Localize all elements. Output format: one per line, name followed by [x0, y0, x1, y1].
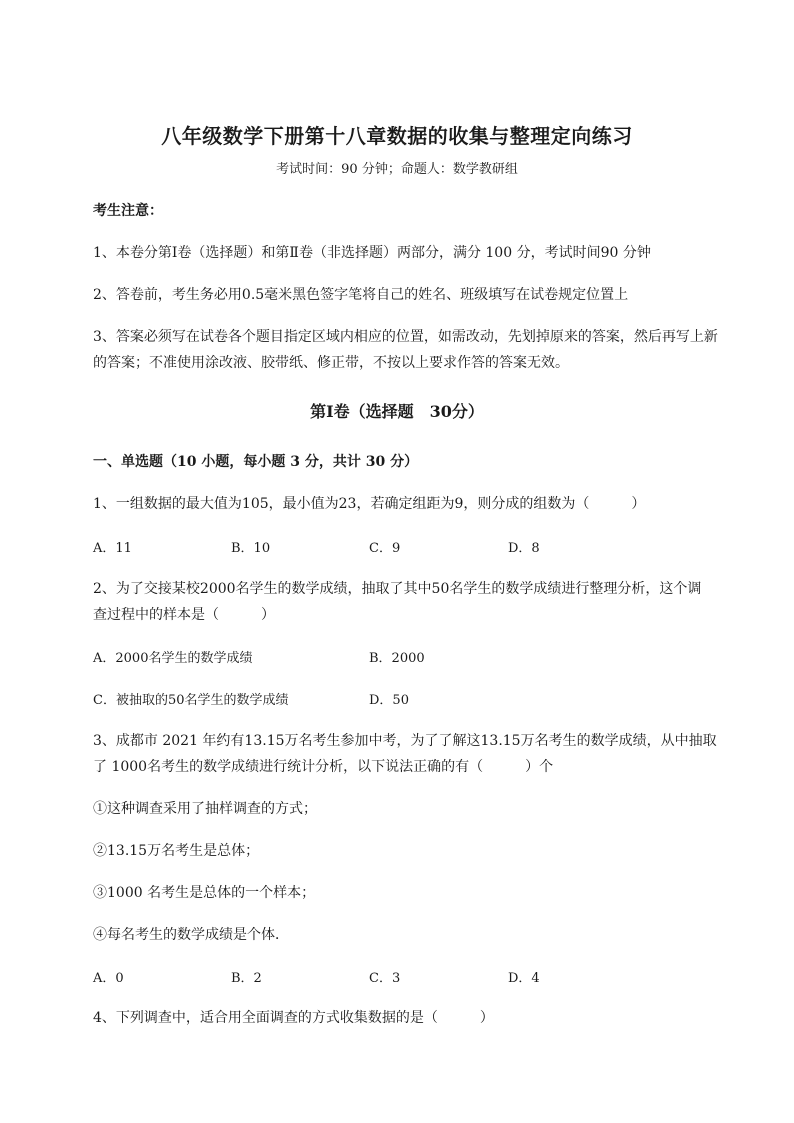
q1-option-b: B．10	[231, 541, 271, 556]
q1-option-a: A．11	[93, 541, 132, 556]
q2-option-d: D．50	[369, 693, 409, 708]
question-4-text: 4、下列调查中，适合用全面调查的方式收集数据的是（ ）	[93, 1010, 494, 1026]
note-item-3: 3、答案必须写在试卷各个题目指定区域内相应的位置，如需改动，先划掉原来的答案，然后再写上新	[93, 329, 718, 345]
q3-option-a: A．0	[93, 971, 124, 986]
question-2-text: 2、为了交接某校2000名学生的数学成绩，抽取了其中50名学生的数学成绩进行整理分析，这个调	[93, 581, 702, 597]
q3-statement-1: ①这种调查采用了抽样调查的方式；	[93, 801, 317, 817]
note-item-2: 2、答卷前，考生务必用0.5毫米黑色签字笔将自己的姓名、班级填写在试卷规定位置上	[93, 287, 629, 303]
q1-option-c: C．9	[369, 541, 401, 556]
q3-option-c: C．3	[369, 971, 401, 986]
note-item-3-cont: 的答案；不准使用涂改液、胶带纸、修正带，不按以上要求作答的答案无效。	[93, 355, 569, 371]
q2-option-c: C．被抽取的50名学生的数学成绩	[93, 693, 289, 708]
part-heading: 一、单选题（10 小题，每小题 3 分，共计 30 分）	[93, 454, 419, 470]
section-title: 第Ⅰ卷（选择题 30分）	[310, 402, 484, 421]
q3-statement-2: ②13.15万名考生是总体；	[93, 843, 260, 859]
note-item-1: 1、本卷分第Ⅰ卷（选择题）和第Ⅱ卷（非选择题）两部分，满分 100 分，考试时间90 分钟	[93, 245, 651, 261]
question-1-text: 1、一组数据的最大值为105，最小值为23，若确定组距为9，则分成的组数为（ ）	[93, 496, 646, 512]
q2-option-b: B．2000	[369, 651, 425, 666]
q3-option-b: B．2	[231, 971, 262, 986]
exam-subtitle: 考试时间：90 分钟；命题人：数学教研组	[276, 162, 518, 177]
q2-option-a: A．2000名学生的数学成绩	[93, 651, 253, 666]
question-3-text-cont: 了 1000名考生的数学成绩进行统计分析，以下说法正确的有（ ）个	[93, 759, 554, 775]
question-2-text-cont: 查过程中的样本是（ ）	[93, 607, 275, 623]
question-3-text: 3、成都市 2021 年约有13.15万名考生参加中考，为了了解这13.15万名考生的数学成绩，从中抽取	[93, 733, 717, 749]
q1-option-d: D．8	[508, 541, 540, 556]
exam-title: 八年级数学下册第十八章数据的收集与整理定向练习	[161, 124, 633, 148]
q3-statement-3: ③1000 名考生是总体的一个样本；	[93, 885, 316, 901]
q3-statement-4: ④每名考生的数学成绩是个体．	[93, 927, 289, 943]
q3-option-d: D．4	[508, 971, 540, 986]
notes-heading: 考生注意：	[93, 203, 163, 219]
